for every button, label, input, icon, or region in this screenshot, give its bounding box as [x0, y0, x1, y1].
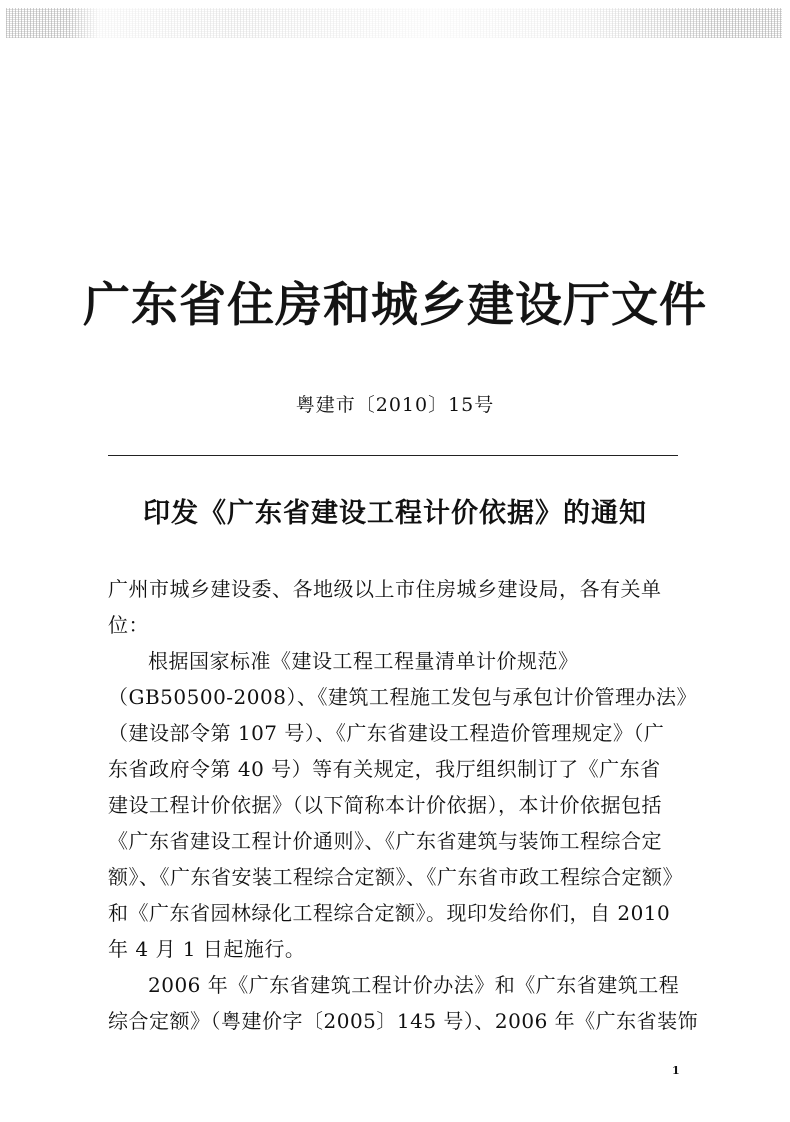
body-line: 建设工程计价依据》（以下简称本计价依据），本计价依据包括 [108, 793, 662, 817]
body-line: 年 4 月 1 日起施行。 [108, 937, 306, 961]
body-line: 根据国家标准《建设工程工程量清单计价规范》 [148, 649, 579, 673]
organization-title: 广东省住房和城乡建设厅文件 [83, 278, 707, 333]
body-line: 东省政府令第 40 号）等有关规定，我厅组织制订了《广东省 [108, 757, 661, 781]
body-line: 位： [108, 613, 149, 637]
header-divider [108, 455, 678, 456]
body-line: 2006 年《广东省建筑工程计价办法》和《广东省建筑工程 [148, 973, 680, 997]
notice-title: 印发《广东省建设工程计价依据》的通知 [143, 498, 647, 529]
body-line: 《广东省建设工程计价通则》、《广东省建筑与装饰工程综合定 [108, 829, 662, 853]
notice-body [108, 571, 699, 1039]
body-line: 和《广东省园林绿化工程综合定额》。现印发给你们，自 2010 [108, 901, 671, 925]
document-number: 粤建市〔2010〕15号 [295, 394, 495, 416]
body-line: 综合定额》（粤建价字〔2005〕145 号）、2006 年《广东省装饰 [108, 1009, 699, 1033]
body-line: 广州市城乡建设委、各地级以上市住房城乡建设局，各有关单 [108, 577, 662, 601]
body-line: （GB50500-2008）、《建筑工程施工发包与承包计价管理办法》 [108, 685, 697, 709]
body-line: 额》、《广东省安装工程综合定额》、《广东省市政工程综合定额》 [108, 865, 683, 889]
scan-border-mask [6, 8, 782, 38]
body-line: （建设部令第 107 号）、《广东省建设工程造价管理规定》（广 [108, 721, 665, 745]
page-number: 1 [672, 1064, 680, 1077]
